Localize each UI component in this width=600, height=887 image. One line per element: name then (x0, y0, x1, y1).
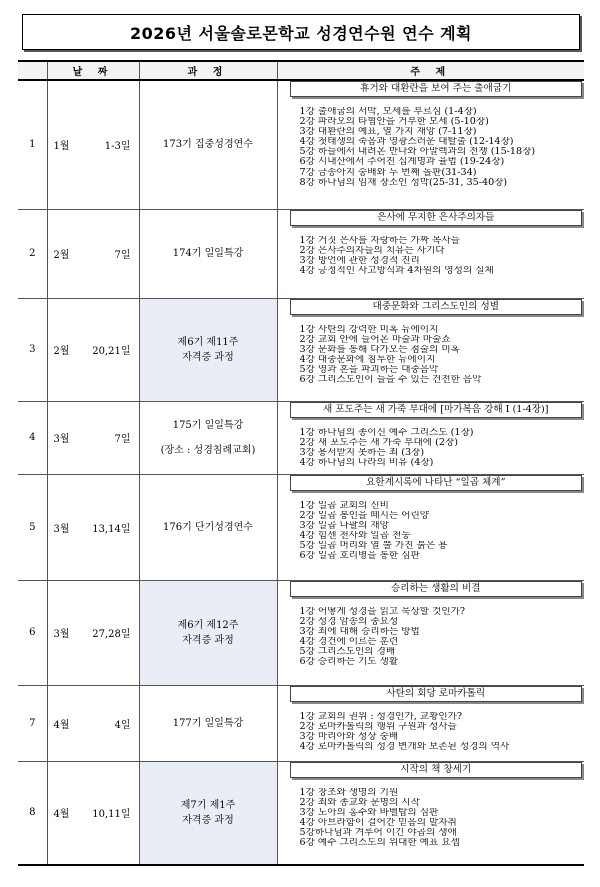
date-day: 7일 (114, 434, 131, 445)
lecture-list (300, 236, 585, 276)
course-name: 제6기 제11주 (177, 336, 239, 348)
lecture-item: 3강 노아의 홍수와 바벨탑의 심판 (299, 807, 439, 818)
lecture-item: 5강하나님과 겨루어 이긴 야곱의 생애 (299, 827, 457, 838)
date-month: 4월 (53, 719, 70, 731)
table-row (18, 685, 584, 761)
lecture-item: 2강 은사주의자들의 치유는 사기다 (299, 245, 445, 256)
header-date: 날 짜 (47, 61, 139, 80)
lecture-item: 4강 첫태생의 죽음과 영광스러운 대탈출 (12-14장) (299, 137, 514, 148)
lecture-item: 6강 승리하는 기도 생활 (299, 656, 399, 667)
row-number: 8 (18, 761, 47, 865)
course-name: 173기 집중성경연수 (163, 139, 253, 151)
topic-cell (277, 298, 584, 401)
lecture-item: 3강 마리아와 성상 숭배 (299, 731, 399, 742)
lecture-item: 3강 죄에 대해 승리하는 방법 (299, 626, 420, 637)
date-month: 3월 (53, 434, 70, 445)
row-number: 7 (18, 685, 47, 761)
date-month: 2월 (53, 346, 70, 357)
header-topic: 주 제 (277, 61, 584, 80)
lecture-list (300, 428, 585, 468)
lecture-list (300, 501, 585, 562)
topic-cell (277, 685, 584, 761)
lecture-item: 3강 용서받지 못하는 죄 (3장) (299, 447, 425, 458)
lecture-item: 2강 새 포도주는 새 가죽 부대에 (2장) (299, 437, 458, 448)
lecture-list (300, 712, 585, 752)
lecture-item: 3강 대환란의 예표, 열 가지 재앙 (7-11장) (299, 127, 477, 138)
course-detail: 자격증 과정 (182, 351, 234, 363)
course-name: 제6기 제12주 (177, 619, 239, 631)
date-day: 4일 (114, 719, 131, 731)
lecture-item: 3강 일곱 나팔의 재앙 (299, 520, 389, 531)
course-name: 175기 일일특강 (172, 419, 244, 431)
date-day: 20,21일 (92, 346, 131, 357)
date-month: 1월 (53, 141, 70, 153)
course-detail: 자격증 과정 (182, 634, 234, 646)
lecture-item: 3강 문화를 통해 다가오는 점술의 미혹 (299, 344, 460, 355)
lecture-item: 4강 하나님의 나라의 비유 (4장) (299, 457, 434, 468)
lecture-item: 2강 파라오의 타협안을 거부한 모세 (5-10장) (299, 117, 489, 128)
lecture-list (300, 607, 585, 668)
date-month: 2월 (53, 250, 70, 261)
course-cell (139, 580, 277, 685)
date-day: 7일 (114, 250, 131, 261)
lecture-item: 2강 성경 암송의 중요성 (299, 616, 399, 627)
lecture-item: 3강 방언에 관한 성경적 진리 (299, 255, 420, 266)
course-cell (139, 761, 277, 865)
lecture-item: 4강 경건에 이르는 훈련 (299, 636, 399, 647)
table-row (18, 80, 584, 209)
table-row (18, 209, 584, 298)
table-row (18, 298, 584, 401)
topic-theme: 새 포도주는 새 가죽 부대에 [마가복음 강해 I (1-4장)] (290, 402, 583, 418)
topic-theme: 요한계시록에 나타난 “일곱 체계” (290, 475, 583, 491)
lecture-item: 4강 아브라함이 걸어간 믿음의 발자취 (299, 817, 457, 828)
lecture-list (300, 107, 585, 188)
table-row (18, 761, 584, 865)
lecture-item: 4강 힘센 천사와 일곱 천둥 (299, 530, 411, 541)
lecture-item: 6강 예수 그리스도의 위대한 예표 요셉 (299, 837, 460, 848)
table-row (18, 401, 584, 474)
topic-cell (277, 761, 584, 865)
row-number: 6 (18, 580, 47, 685)
topic-cell (277, 80, 584, 209)
topic-cell (277, 209, 584, 298)
lecture-item: 2강 교회 안에 들어온 마술과 마술쇼 (299, 334, 451, 345)
header-course: 과 정 (139, 61, 277, 80)
date-cell (47, 401, 139, 474)
course-cell (139, 298, 277, 401)
schedule-table (18, 60, 584, 866)
lecture-item: 4강 로마카톨릭의 성경 변개와 보존된 성경의 역사 (299, 741, 510, 752)
lecture-item: 1강 창조와 생명의 기원 (299, 787, 399, 798)
lecture-item: 1강 교회의 권위 : 성경인가, 교황인가? (299, 711, 463, 722)
date-month: 3월 (53, 629, 70, 640)
lecture-item: 5강 영과 혼을 파괴하는 대중음악 (299, 364, 439, 375)
course-cell (139, 209, 277, 298)
date-cell (47, 685, 139, 761)
row-number: 5 (18, 474, 47, 580)
date-cell (47, 298, 139, 401)
lecture-item: 1강 일곱 교회의 신비 (299, 500, 389, 511)
table-row (18, 580, 584, 685)
topic-theme: 시작의 책 창세기 (290, 762, 583, 778)
lecture-item: 4강 대중문화에 침투한 뉴에이지 (299, 354, 436, 365)
course-detail: 자격증 과정 (182, 814, 234, 826)
table-header-row (18, 61, 584, 80)
topic-cell (277, 474, 584, 580)
page-title: 2026년 서울솔로몬학교 성경연수원 연수 계획 (22, 14, 580, 50)
course-cell (139, 80, 277, 209)
lecture-item: 5강 하늘에서 내려온 만나와 아말렉과의 전쟁 (15-18장) (299, 147, 536, 158)
row-number: 3 (18, 298, 47, 401)
date-day: 10,11일 (92, 809, 131, 821)
course-cell (139, 685, 277, 761)
course-name: 174기 일일특강 (172, 248, 244, 259)
topic-theme: 휴거와 대환란을 보여 주는 출애굽기 (290, 81, 583, 97)
lecture-item: 1강 거짓 은사를 자랑하는 가짜 목사들 (299, 235, 460, 246)
course-cell (139, 474, 277, 580)
date-day: 1-3일 (104, 141, 131, 153)
lecture-item: 6강 시내산에서 주어진 십계명과 율법 (19-24장) (299, 157, 505, 168)
row-number: 1 (18, 80, 47, 209)
lecture-item: 1강 사탄의 강력한 미혹 뉴에이지 (299, 324, 439, 335)
lecture-list (300, 325, 585, 386)
lecture-item: 1강 어떻게 성경을 읽고 묵상할 것인가? (299, 606, 466, 617)
course-name: 176기 단기성경연수 (163, 521, 253, 533)
lecture-list (300, 788, 585, 849)
lecture-item: 2강 로마카톨릭의 행위 구원과 성사들 (299, 721, 457, 732)
lecture-item: 6강 일곱 호리병을 통한 심판 (299, 550, 420, 561)
row-number: 4 (18, 401, 47, 474)
lecture-item: 4강 긍정적인 사고방식과 4차원의 영성의 실체 (299, 265, 494, 276)
lecture-item: 6강 그리스도인이 들을 수 있는 건전한 음악 (299, 374, 482, 385)
course-cell (139, 401, 277, 474)
lecture-item: 2강 죄와 종교와 문명의 시작 (299, 797, 420, 808)
topic-theme: 대중문화와 그리스도인의 성별 (290, 299, 583, 315)
topic-theme: 승리하는 생활의 비결 (290, 581, 583, 597)
header-number (18, 61, 47, 80)
course-name: 177기 일일특강 (172, 717, 244, 729)
date-cell (47, 209, 139, 298)
table-row (18, 474, 584, 580)
lecture-item: 1강 하나님의 종이신 예수 그리스도 (1장) (299, 427, 474, 438)
date-day: 13,14일 (92, 523, 131, 535)
lecture-item: 7강 금송아지 숭배와 두 번째 돌판(31-34) (299, 167, 477, 178)
date-cell (47, 80, 139, 209)
course-name: 제7기 제1주 (180, 799, 236, 811)
course-detail: (장소 : 성경침례교회) (160, 444, 256, 456)
date-cell (47, 761, 139, 865)
date-cell (47, 474, 139, 580)
row-number: 2 (18, 209, 47, 298)
topic-theme: 은사에 무지한 은사주의자들 (290, 210, 583, 226)
date-month: 4월 (53, 809, 70, 821)
date-month: 3월 (53, 523, 70, 535)
lecture-item: 2강 일곱 봉인을 떼시는 어린양 (299, 510, 430, 521)
topic-theme: 사탄의 회당 로마카톨릭 (290, 686, 583, 702)
date-cell (47, 580, 139, 685)
topic-cell (277, 580, 584, 685)
topic-cell (277, 401, 584, 474)
lecture-item: 5강 일곱 머리와 열 뿔 가진 붉은 용 (299, 540, 448, 551)
date-day: 27,28일 (92, 629, 131, 640)
lecture-item: 5강 그리스도인의 경배 (299, 646, 396, 657)
lecture-item: 8강 하나님의 임재 장소인 성막(25-31, 35-40장) (299, 177, 508, 188)
lecture-item: 1강 출애굽의 서막, 모세를 부르심 (1-4장) (299, 107, 477, 117)
